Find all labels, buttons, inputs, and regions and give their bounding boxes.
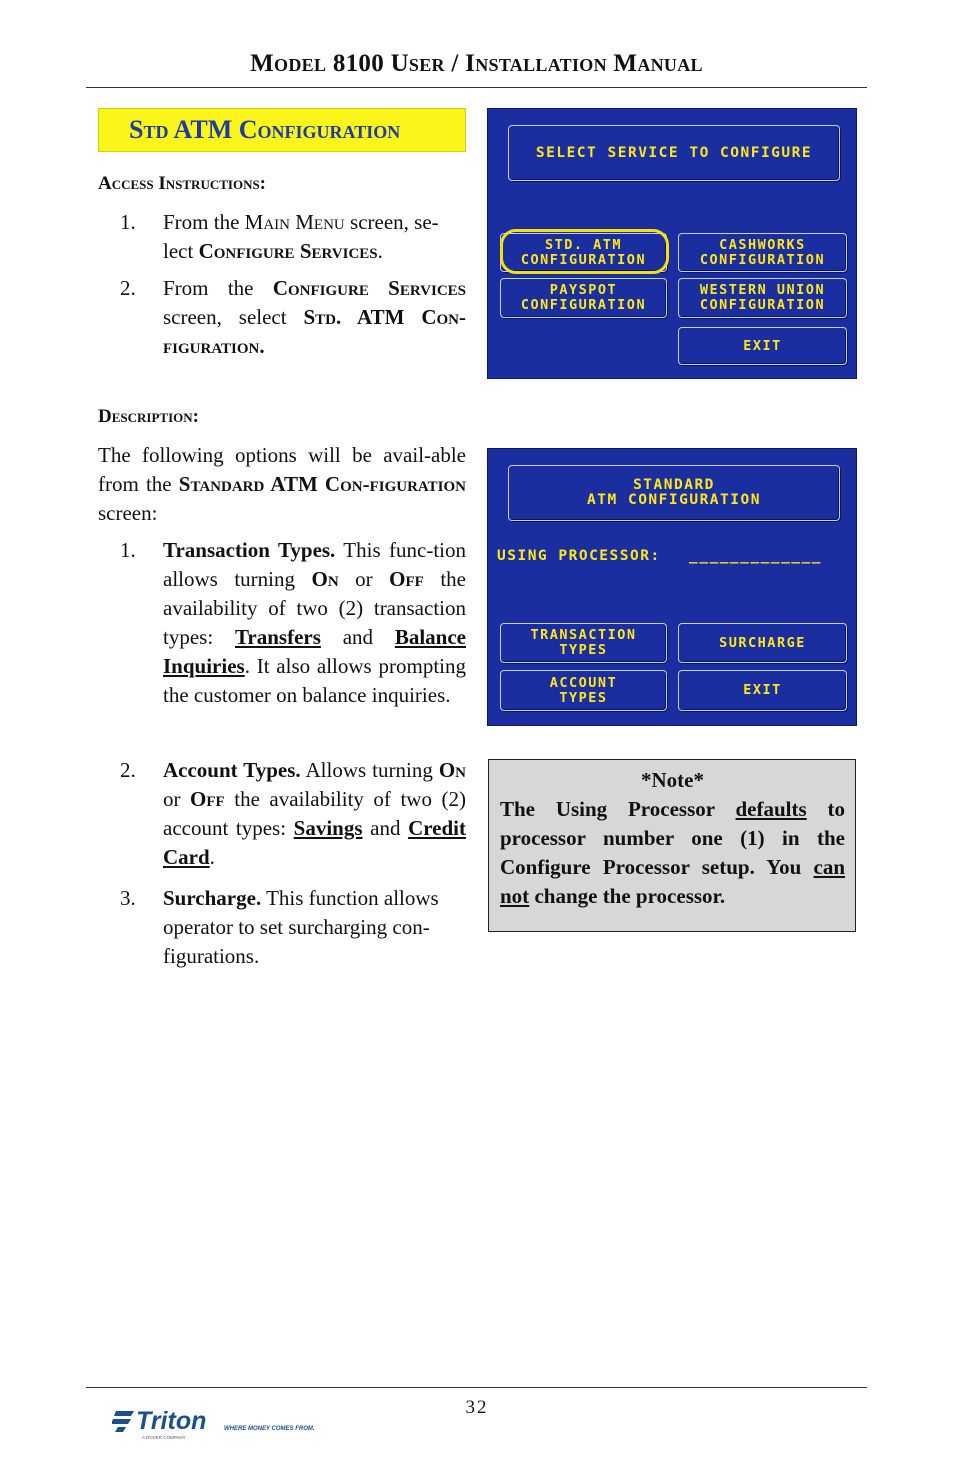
page-header-title: Model 8100 User / Installation Manual xyxy=(250,50,703,77)
surcharge-button[interactable]: SURCHARGE xyxy=(678,623,847,663)
step-1-text: From the Main Menu screen, se-lect Configure Services. xyxy=(163,210,439,263)
step-2-text: From the Configure Services screen, select Std. ATM Con-figuration. xyxy=(163,276,467,358)
note-box xyxy=(488,759,856,932)
footer-divider xyxy=(86,1387,867,1388)
access-instructions-heading: Access Instructions: xyxy=(98,173,267,194)
payspot-configuration-button[interactable]: PAYSPOT CONFIGURATION xyxy=(500,278,667,318)
western-union-configuration-button[interactable]: WESTERN UNION CONFIGURATION xyxy=(678,278,847,318)
description-heading: Description: xyxy=(98,406,199,427)
note-heading: *Note* xyxy=(641,768,704,792)
exit-button[interactable]: EXIT xyxy=(678,327,847,365)
item-3-number: 3. xyxy=(120,886,136,910)
svg-text:A DOVER COMPANY: A DOVER COMPANY xyxy=(142,1435,186,1440)
account-types-button[interactable]: ACCOUNT TYPES xyxy=(500,670,667,711)
step-1-number: 1. xyxy=(120,210,136,234)
item-2-number: 2. xyxy=(120,758,136,782)
item-3-text: Surcharge. This function allows operator to set surcharging con-figurations. xyxy=(163,886,439,968)
svg-text:Triton: Triton xyxy=(136,1407,207,1435)
note-body: The Using Processor defaults to processor number one (1) in the Configure Processor setup. You can not change the processor. xyxy=(500,797,845,908)
screen-title-standard-atm: STANDARD ATM CONFIGURATION xyxy=(508,465,840,521)
section-title: Std ATM Configuration xyxy=(98,108,466,152)
transaction-types-button[interactable]: TRANSACTION TYPES xyxy=(500,623,667,663)
exit-button[interactable]: EXIT xyxy=(678,670,847,711)
page-number: 32 xyxy=(465,1397,489,1418)
svg-text:WHERE MONEY COMES FROM.: WHERE MONEY COMES FROM. xyxy=(224,1426,315,1432)
header-divider xyxy=(86,87,867,88)
std-atm-configuration-button[interactable]: STD. ATM CONFIGURATION xyxy=(500,233,667,272)
item-2-text: Account Types. Allows turning On or Off the availability of two (2) account types: Savings and Credit Card. xyxy=(163,758,466,869)
cashworks-configuration-button[interactable]: CASHWORKS CONFIGURATION xyxy=(678,233,847,272)
processor-value: _____________ xyxy=(689,548,822,564)
step-2-number: 2. xyxy=(120,276,136,300)
description-intro: The following options will be avail-able from the Standard ATM Con-figuration screen: xyxy=(98,443,466,525)
atm-screen-select-service xyxy=(487,108,857,379)
item-1-text: Transaction Types. This func-tion allows turning On or Off the availability of two (2) transaction types: Transfers and Balance Inquiries. It also allows prompting the customer on balance inquiries. xyxy=(163,538,466,707)
triton-logo-icon xyxy=(112,1405,332,1447)
item-1-number: 1. xyxy=(120,538,136,562)
atm-screen-standard-config xyxy=(487,448,857,726)
using-processor-label: USING PROCESSOR: xyxy=(497,548,661,564)
selection-highlight xyxy=(500,229,669,274)
screen-title-select-service: SELECT SERVICE TO CONFIGURE xyxy=(508,125,840,181)
